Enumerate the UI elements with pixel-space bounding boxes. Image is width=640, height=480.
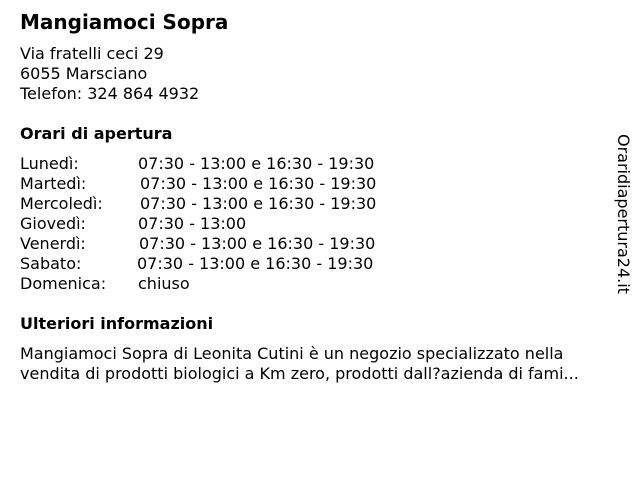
store-name: Mangiamoci Sopra: [20, 10, 229, 34]
address-street: Via fratelli ceci 29: [20, 44, 164, 63]
time-value: 07:30 - 13:00 e 16:30 - 19:30: [140, 174, 377, 193]
address-block: [20, 44, 199, 104]
store-description: [20, 344, 632, 384]
more-info-heading: Ulteriori informazioni: [20, 314, 214, 333]
hours-row-friday: [20, 234, 440, 254]
time-value: 07:30 - 13:00 e 16:30 - 19:30: [138, 154, 375, 173]
time-value: 07:30 - 13:00 e 16:30 - 19:30: [137, 254, 374, 273]
hours-row-saturday: [20, 254, 440, 274]
time-value: chiuso: [138, 274, 190, 293]
hours-row-wednesday: [20, 194, 440, 214]
day-label: Domenica:: [20, 274, 107, 293]
time-value: 07:30 - 13:00 e 16:30 - 19:30: [140, 194, 377, 213]
watermark-text: Oraridiapertura24.it: [614, 134, 633, 294]
day-label: Lunedì:: [20, 154, 79, 173]
time-value: 07:30 - 13:00: [138, 214, 247, 233]
day-label: Giovedì:: [20, 214, 86, 233]
phone-number: Telefon: 324 864 4932: [20, 84, 200, 103]
description-line: vendita di prodotti biologici a Km zero, prodotti dall?azienda di fami...: [20, 364, 579, 383]
hours-row-monday: [20, 154, 440, 174]
hours-row-thursday: [20, 214, 440, 234]
description-line: Mangiamoci Sopra di Leonita Cutini è un negozio specializzato nella: [20, 344, 564, 363]
site-watermark: [612, 134, 634, 310]
hours-row-tuesday: [20, 174, 440, 194]
hours-row-sunday: [20, 274, 440, 294]
day-label: Martedì:: [20, 174, 87, 193]
time-value: 07:30 - 13:00 e 16:30 - 19:30: [139, 234, 376, 253]
day-label: Sabato:: [20, 254, 82, 273]
opening-hours-table: [20, 154, 440, 294]
opening-hours-heading: Orari di apertura: [20, 124, 173, 143]
address-city: 6055 Marsciano: [20, 64, 148, 83]
day-label: Venerdì:: [20, 234, 86, 253]
day-label: Mercoledì:: [20, 194, 103, 213]
